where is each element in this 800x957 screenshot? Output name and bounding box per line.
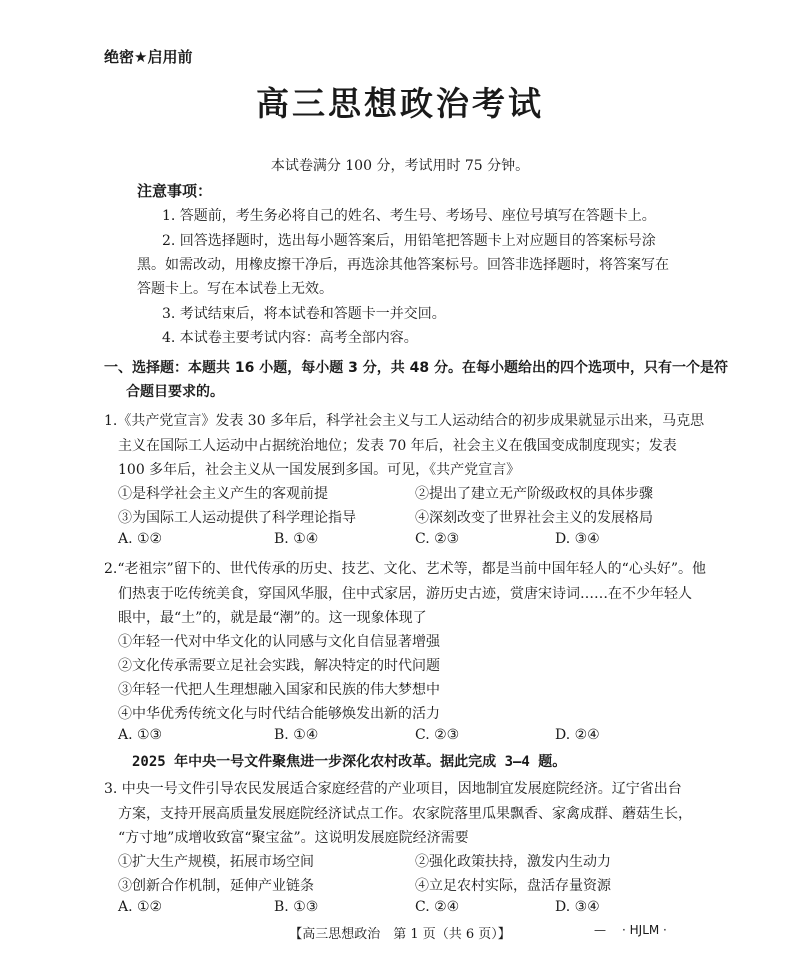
notice-item-2-cont2: 答题卡上。写在本试卷上无效。: [137, 281, 333, 297]
q2-option-3: ③年轻一代把人生理想融入国家和民族的伟大梦想中: [118, 682, 440, 698]
q2-choice-d: D. ②④: [555, 727, 600, 743]
notice-item-3: 3. 考试结束后，将本试卷和答题卡一并交回。: [162, 306, 446, 322]
footer-dash: —: [594, 923, 606, 937]
q1-option-4: ④深刻改变了世界社会主义的发展格局: [415, 510, 653, 526]
q2-choice-c: C. ②③: [415, 727, 460, 743]
notice-heading: 注意事项：: [137, 182, 213, 200]
q2-stem-2: 们热衷于吃传统美食，穿国风华服，住中式家居，游历史古迹，赏唐宋诗词……在不少年轻人: [118, 586, 692, 602]
q2-choice-a: A. ①③: [118, 727, 163, 743]
q3-option-2: ②强化政策扶持，激发内生动力: [415, 854, 611, 870]
q3-option-1: ①扩大生产规模，拓展市场空间: [118, 854, 314, 870]
exam-title: 高三思想政治考试: [256, 84, 544, 123]
q1-stem-1: 1.《共产党宣言》发表 30 多年后，科学社会主义与工人运动结合的初步成果就显示出来，马克思: [104, 413, 705, 429]
q3-choice-a: A. ①②: [118, 899, 163, 915]
q1-option-2: ②提出了建立无产阶级政权的具体步骤: [415, 486, 653, 502]
q3-option-4: ④立足农村实际，盘活存量资源: [415, 878, 611, 894]
q2-stem-1: 2.“老祖宗”留下的、世代传承的历史、技艺、文化、艺术等，都是当前中国年轻人的“心头好”。他: [104, 561, 706, 577]
section-heading-cont: 合题目要求的。: [126, 384, 224, 400]
q3-choice-c: C. ②④: [415, 899, 460, 915]
notice-item-1: 1. 答题前，考生务必将自己的姓名、考生号、考场号、座位号填写在答题卡上。: [162, 208, 656, 224]
notice-item-4: 4. 本试卷主要考试内容：高考全部内容。: [162, 330, 418, 346]
q2-choice-b: B. ①④: [274, 727, 319, 743]
confidential-label: 绝密★启用前: [104, 48, 193, 66]
q3-option-3: ③创新合作机制，延伸产业链条: [118, 878, 314, 894]
section-heading: 一、选择题：本题共 16 小题，每小题 3 分，共 48 分。在每小题给出的四个选项中，只有一个是符: [104, 360, 728, 376]
q1-choice-b: B. ①④: [274, 531, 319, 547]
q1-stem-3: 100 多年后，社会主义从一国发展到多国。可见，《共产党宣言》: [118, 462, 521, 478]
q3-choice-d: D. ③④: [555, 899, 600, 915]
footer-code: · HJLM ·: [622, 923, 667, 937]
page-footer: 【高三思想政治 第 1 页（共 6 页）】: [289, 927, 511, 942]
q1-stem-2: 主义在国际工人运动中占据统治地位；发表 70 年后，社会主义在俄国变成制度现实；发表: [118, 438, 677, 454]
exam-subtitle: 本试卷满分 100 分，考试用时 75 分钟。: [270, 158, 530, 174]
q2-stem-3: 眼中，最“土”的，就是最“潮”的。这一现象体现了: [118, 610, 427, 626]
q3-4-lead: 2025 年中央一号文件聚焦进一步深化农村改革。据此完成 3—4 题。: [132, 754, 567, 770]
q1-choice-a: A. ①②: [118, 531, 163, 547]
q3-stem-3: “方寸地”成增收致富“聚宝盆”。这说明发展庭院经济需要: [118, 830, 469, 846]
q3-stem-1: 3. 中央一号文件引导农民发展适合家庭经营的产业项目，因地制宜发展庭院经济。辽宁省出台: [104, 781, 682, 797]
q3-stem-2: 方案，支持开展高质量发展庭院经济试点工作。农家院落里瓜果飘香、家禽成群、蘑菇生长，: [118, 806, 692, 822]
q1-choice-c: C. ②③: [415, 531, 460, 547]
q1-option-1: ①是科学社会主义产生的客观前提: [118, 486, 328, 502]
q1-choice-d: D. ③④: [555, 531, 600, 547]
q3-choice-b: B. ①③: [274, 899, 319, 915]
notice-item-2-cont: 黑。如需改动，用橡皮擦干净后，再选涂其他答案标号。回答非选择题时，将答案写在: [137, 257, 669, 273]
notice-item-2: 2. 回答选择题时，选出每小题答案后，用铅笔把答题卡上对应题目的答案标号涂: [162, 233, 656, 249]
q1-option-3: ③为国际工人运动提供了科学理论指导: [118, 510, 356, 526]
q2-option-2: ②文化传承需要立足社会实践，解决特定的时代问题: [118, 658, 440, 674]
q2-option-4: ④中华优秀传统文化与时代结合能够焕发出新的活力: [118, 706, 440, 722]
q2-option-1: ①年轻一代对中华文化的认同感与文化自信显著增强: [118, 634, 440, 650]
